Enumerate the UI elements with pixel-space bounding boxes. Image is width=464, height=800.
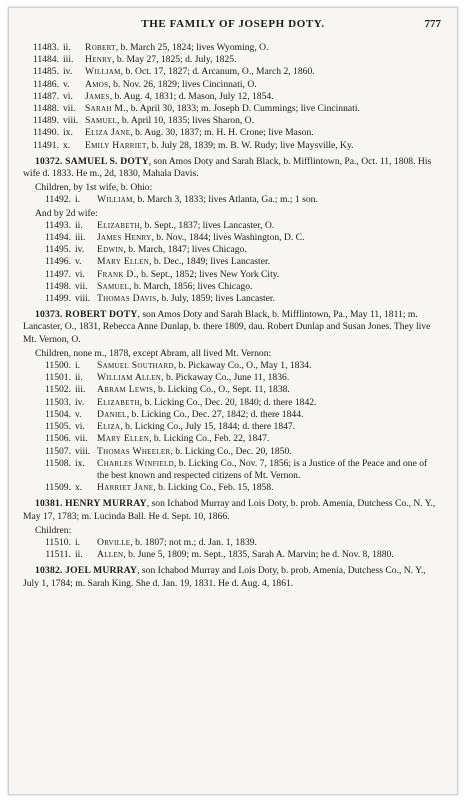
entry-number: 11509. [44, 482, 71, 494]
entry-text: , b. Aug. 4, 1831; d. Mason, July 12, 1854. [109, 90, 274, 102]
bio-heading: 10372. SAMUEL S. DOTY [35, 155, 149, 167]
entry-name: Orville [97, 536, 131, 548]
bio-heading: 10382. JOEL MURRAY [35, 565, 138, 577]
entries-top [23, 42, 441, 152]
entry-number: 11503. [44, 396, 71, 408]
genealogy-entry [23, 384, 441, 396]
entry-text: , b. Pickaway Co., June 11, 1836. [161, 372, 290, 384]
entry-ordinal: viii. [75, 293, 91, 305]
entry-name: James Henry [97, 232, 152, 244]
genealogy-entry [23, 446, 441, 458]
entry-text: , b. July, 1859; lives Lancaster. [156, 293, 275, 305]
genealogy-entry [23, 220, 441, 232]
entry-text: , b. Licking Co., Feb. 22, 1847. [149, 433, 270, 445]
entry-ordinal: i. [75, 536, 81, 548]
entry-text: , b. Licking Co., Dec. 20, 1850. [170, 445, 292, 457]
entry-ordinal: i. [75, 360, 81, 372]
bio-henry-murray [23, 498, 441, 522]
entry-ordinal: iv. [75, 244, 85, 256]
page-number: 777 [424, 18, 441, 30]
genealogy-entry [23, 482, 441, 494]
entry-ordinal: viii. [75, 445, 91, 457]
entry-number: 11498. [44, 280, 71, 292]
children-label: And by 2d wife: [35, 207, 98, 219]
entry-ordinal: x. [75, 482, 83, 494]
genealogy-entry [23, 372, 441, 384]
entry-text: , b. May 27, 1825; d. July, 1825. [112, 54, 237, 66]
entry-name: Amos [85, 78, 109, 90]
entry-ordinal: ii. [75, 372, 83, 384]
bio-heading: 10373. ROBERT DOTY [35, 309, 138, 321]
genealogy-entry [23, 115, 441, 127]
entry-name: Samuel Southard [97, 360, 174, 372]
entry-name: Charles Winfield [97, 457, 174, 469]
entry-name: William Allen [97, 372, 162, 384]
entry-text: , b. March 3, 1833; lives Atlanta, Ga.; m.; 1 son. [132, 194, 318, 206]
genealogy-entry [23, 433, 441, 445]
entry-number: 11506. [44, 433, 71, 445]
entry-text: , b. April 30, 1833; m. Joseph D. Cummings; live Cincinnati. [125, 103, 360, 115]
entry-name: Sarah M. [85, 103, 126, 115]
genealogy-entry [23, 421, 441, 433]
bio-text: , son Ichabod Murray and Lois Doty, b. prob. Amenia, Dutchess Co., N. Y., May 17, 1783; m. Lucinda Ball. He d. Sept. 10, 1866. [23, 498, 436, 522]
genealogy-entry [23, 360, 441, 372]
bio-text: , son Amos Doty and Sarah Black, b. Mifflintown, Pa., May 11, 1811; m. Lancaster, O., 1831, Rebecca Anne Dunlap, b. there 1809, dau. Robert Dunlap and Susan Jones. They live Mt. Vernon, O. [23, 309, 431, 345]
entry-ordinal: vii. [63, 103, 76, 115]
entry-name: Frank D. [97, 268, 137, 280]
entry-text: , b. Licking Co., Dec. 27, 1842; d. there 1844. [126, 408, 304, 420]
entry-name: Allen [97, 549, 124, 561]
entry-text: , b. Sept., 1852; lives New York City. [136, 268, 280, 280]
entry-name: Eliza Jane [85, 127, 131, 139]
genealogy-entry [23, 54, 441, 66]
entry-number: 11508. [44, 457, 71, 469]
entry-ordinal: x. [63, 139, 71, 151]
entry-number: 11486. [32, 78, 59, 90]
running-title: THE FAMILY OF JOSEPH DOTY. [141, 18, 325, 30]
entry-text: , b. Sept., 1837; lives Lancaster, O. [139, 219, 275, 231]
entry-text: , b. Licking Co., O., Sept. 11, 1838. [153, 384, 290, 396]
entry-name: Emily Harriet [85, 139, 147, 151]
book-page [8, 7, 458, 795]
entry-number: 11497. [44, 268, 71, 280]
genealogy-entry [23, 127, 441, 139]
entry-ordinal: iii. [63, 54, 74, 66]
entry-number: 11492. [44, 194, 71, 206]
entry-text: , b. Licking Co., July 15, 1844; d. there 1847. [120, 421, 296, 433]
entry-number: 11491. [32, 139, 59, 151]
entry-name: Edwin [97, 244, 124, 256]
entry-number: 11496. [44, 256, 71, 268]
bio-samuel-s-doty [23, 156, 441, 180]
entry-ordinal: ii. [75, 549, 83, 561]
entry-number: 11483. [32, 42, 59, 53]
entry-number: 11490. [32, 127, 59, 139]
entry-text: , b. July 28, 1839; m. B. W. Rudy; live Maysville, Ky. [146, 139, 354, 151]
children-list [23, 220, 441, 305]
entry-text: , b. Dec., 1849; lives Lancaster. [149, 256, 271, 268]
entry-text: , b. Licking Co., Nov. 7, 1856; is a Justice of the Peace and one of the best known and respected citizens of Mt. Vernon. [97, 457, 428, 481]
genealogy-entry [23, 79, 441, 91]
genealogy-entry [23, 281, 441, 293]
genealogy-entry [23, 269, 441, 281]
children-label: Children: [35, 524, 72, 536]
entry-text: , b. June 5, 1809; m. Sept., 1835, Sarah A. Marvin; he d. Nov. 8, 1880. [123, 549, 394, 561]
genealogy-entry [23, 458, 441, 482]
entry-name: William [85, 66, 121, 78]
genealogy-entry [23, 397, 441, 409]
entry-number: 11504. [44, 408, 71, 420]
entry-name: James [85, 90, 110, 102]
entry-ordinal: iv. [75, 396, 85, 408]
entry-number: 11500. [44, 360, 71, 372]
entry-number: 11511. [45, 549, 71, 561]
entry-number: 11484. [32, 54, 59, 66]
entry-text: , b. Aug. 30, 1837; m. H. H. Crone; live Mason. [130, 127, 314, 139]
entry-ordinal: ix. [63, 127, 73, 139]
bio-text: , son Amos Doty and Sarah Black, b. Mifflintown, Pa., Oct. 11, 1808. His wife d. 1833. He m., 2d, 1830, Mahala Davis. [23, 155, 432, 180]
entry-name: Eliza [97, 421, 121, 433]
entry-name: Thomas Wheeler [97, 445, 171, 457]
children-label: Children, none m., 1878, except Abram, all lived Mt. Vernon: [35, 347, 272, 359]
page-header [9, 18, 457, 34]
genealogy-entry [23, 194, 441, 206]
entry-number: 11485. [32, 66, 59, 78]
entry-name: Elizabeth [97, 219, 140, 231]
entry-ordinal: v. [63, 78, 70, 90]
entry-text: , b. Nov. 26, 1829; lives Cincinnati, O. [108, 78, 257, 90]
entry-number: 11505. [44, 421, 71, 433]
entry-name: Mary Ellen [97, 433, 150, 445]
entry-name: Mary Ellen [97, 256, 150, 268]
genealogy-entry [23, 232, 441, 244]
entry-number: 11494. [44, 232, 71, 244]
entry-number: 11489. [32, 115, 59, 127]
entry-number: 11501. [44, 372, 71, 384]
entry-text: , b. Licking Co., Dec. 20, 1840; d. there 1842. [139, 396, 317, 408]
entry-name: Samuel [97, 280, 130, 292]
entry-name: Thomas Davis [97, 293, 157, 305]
page-text [23, 42, 441, 592]
genealogy-entry [23, 91, 441, 103]
children-label: Children, by 1st wife, b. Ohio: [35, 182, 153, 194]
entry-name: Henry [85, 54, 113, 66]
entry-ordinal: vi. [75, 421, 85, 433]
entry-name: Harriet Jane [97, 482, 154, 494]
entry-text: , b. April 10, 1835; lives Sharon, O. [117, 115, 255, 127]
bio-heading: 10381. HENRY MURRAY [35, 498, 147, 510]
entry-ordinal: vii. [75, 433, 88, 445]
genealogy-entry [23, 409, 441, 421]
entry-number: 11487. [32, 90, 59, 102]
entry-ordinal: vi. [63, 90, 73, 102]
genealogy-entry [23, 549, 441, 561]
entry-text: , b. Licking Co., Feb. 15, 1858. [153, 482, 274, 494]
bio-text: , son Ichabod Murray and Lois Doty, b. prob. Amenia, Dutchess Co., N. Y., July 1, 1784; m. Sarah King. She d. Jan. 19, 1831. He d. Aug. 4, 1861. [23, 565, 426, 589]
entry-text: , b. March 25, 1824; lives Wyoming, O. [115, 42, 269, 53]
entry-ordinal: ii. [63, 42, 71, 53]
entry-number: 11495. [44, 244, 71, 256]
entry-ordinal: ii. [75, 219, 83, 231]
entry-name: Daniel [97, 408, 127, 420]
entry-name: Abram Lewis [97, 384, 154, 396]
genealogy-entry [23, 244, 441, 256]
children-list [23, 194, 441, 206]
genealogy-entry [23, 293, 441, 305]
entry-text: , b. Nov., 1844; lives Washington, D. C. [151, 232, 305, 244]
children-list [23, 537, 441, 561]
genealogy-entry [23, 42, 441, 54]
entry-name: Samuel [85, 115, 118, 127]
genealogy-entry [23, 140, 441, 152]
genealogy-entry [23, 537, 441, 549]
entry-ordinal: v. [75, 256, 82, 268]
entry-text: , b. Oct. 17, 1827; d. Arcanum, O., March 2, 1860. [120, 66, 315, 78]
entry-number: 11488. [32, 103, 59, 115]
entry-ordinal: vii. [75, 280, 88, 292]
entry-number: 11499. [44, 293, 71, 305]
bio-robert-doty [23, 309, 441, 346]
entry-ordinal: iii. [75, 384, 86, 396]
entry-ordinal: ix. [75, 457, 85, 469]
entry-number: 11502. [44, 384, 71, 396]
genealogy-entry [23, 103, 441, 115]
entry-ordinal: v. [75, 408, 82, 420]
entry-number: 11507. [44, 445, 71, 457]
entry-ordinal: viii. [63, 115, 79, 127]
genealogy-entry [23, 66, 441, 78]
entry-name: Elizabeth [97, 396, 140, 408]
entry-ordinal: iii. [75, 232, 86, 244]
entry-text: , b. March, 1856; lives Chicago. [129, 280, 253, 292]
entry-text: , b. Pickaway Co., O., May 1, 1834. [173, 360, 312, 372]
entry-ordinal: iv. [63, 66, 73, 78]
children-list [23, 360, 441, 494]
entry-name: Robert [85, 42, 116, 53]
entry-name: William [97, 194, 133, 206]
entry-number: 11493. [44, 219, 71, 231]
bio-joel-murray [23, 565, 441, 589]
entry-ordinal: vi. [75, 268, 85, 280]
entry-number: 11510. [44, 536, 71, 548]
genealogy-entry [23, 256, 441, 268]
entry-text: , b. March, 1847; lives Chicago. [123, 244, 247, 256]
entry-text: , b. 1807; not m.; d. Jan. 1, 1839. [130, 536, 257, 548]
entry-ordinal: i. [75, 194, 81, 206]
